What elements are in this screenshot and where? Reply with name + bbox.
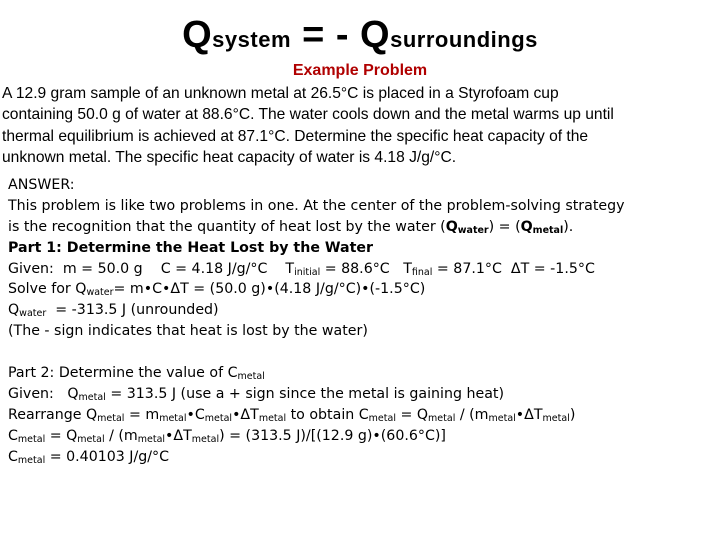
title-equals: = - (291, 14, 361, 56)
answer-label: ANSWER: (8, 177, 75, 193)
title-system-subscript: system (212, 27, 292, 52)
intro-line-2: is the recognition that the quantity of heat lost by the water $(Q_{water}) = (Q_{metal})$. (8, 218, 574, 236)
problem-line: A 12.9 gram sample of an unknown metal at 26.5°C is placed in a Styrofoam cup (2, 85, 559, 102)
problem-line: thermal equilibrium is achieved at 87.1°C. Determine the specific heat capacity of the (2, 127, 589, 145)
intro-line-1: This problem is like two problems in one. At the center of the problem-solving strategy (8, 197, 625, 214)
note-line: (The - sign indicates that heat is lost by the water) (8, 323, 368, 340)
rearrange-line: Rearrange $Q_{metal}$ = $m_{metal}•C_{metal}•\Delta T_{metal}$ to obtain $C_{metal} = Q_{metal}$ / $(m_{metal}•\Delta T_{metal})$ (8, 406, 576, 424)
title-q-surroundings: Q (360, 14, 391, 56)
given-line-2: Given: $Q_{metal} = 313.5$ J (use a + sign since the metal is gaining heat) (8, 385, 505, 403)
solve-line: Solve for $Q_{water}=$ m•C•ΔT = (50.0 g)•(4.18 J/g/°C)•(-1.5°C) (8, 281, 426, 299)
problem-line: unknown metal. The specific heat capacity of water is 4.18 J/g/°C. (2, 149, 457, 167)
problem-statement (2, 83, 718, 169)
blank-line (8, 342, 716, 363)
title-q-system: Q (182, 14, 213, 56)
part2-heading: Part 2: Determine the value of $C_{metal}$ (8, 365, 265, 383)
problem-line: containing 50.0 g of water at 88.6°C. The water cools down and the metal warms up until (2, 106, 614, 124)
page-title (0, 14, 720, 57)
given-line-1: Given: m = 50.0 g C = 4.18 J/g/°C $T_{initial} = 88.6^\circ C$ $T_{final} = 87.1^\circ C$ ΔT = -1.5°C (8, 260, 595, 278)
part1-heading: Part 1: Determine the Heat Lost by the Water (8, 239, 373, 256)
answer-section (8, 175, 716, 467)
final-line: $C_{metal} = 0.40103$ J/g/°C (8, 448, 170, 466)
calc-line: $C_{metal} = Q_{metal}$ / $(m_{metal}•\Delta T_{metal}) = (313.5$ J)/[(12.9 g)•(60.6°C)] (8, 427, 446, 445)
example-heading: Example Problem (292, 62, 428, 79)
result-line-1: $Q_{water} = -313.5$ J (unrounded) (8, 302, 219, 320)
title-surroundings-subscript: surroundings (390, 27, 538, 52)
